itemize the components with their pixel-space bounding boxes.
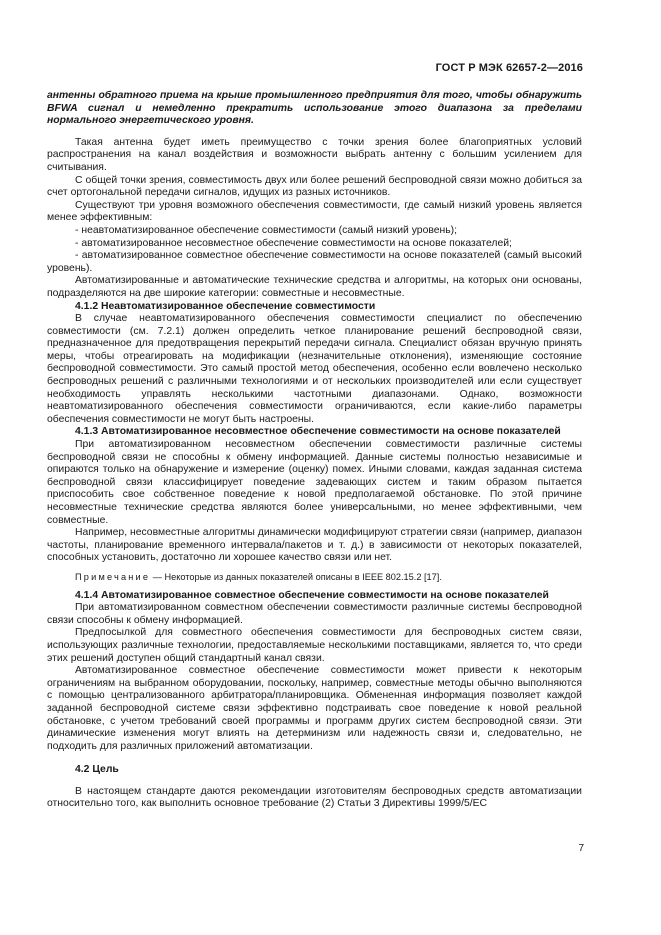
- paragraph: При автоматизированном несовместном обеспечении совместимости различные системы беспроводной связи не способны к обмену информацией. Данные системы полностью независимые и опираются только на обнаружение и измерение (оценку) помех. Иными словами, каждая заданная система беспроводной связи классифицирует поведение задевающих систем и таким образом пытается приспособить свое собственное поведение к новой предполагаемой обстановке. По этой причине несовместные технические средства являются более универсальными, но менее эффективными, чем совместные.: [47, 439, 582, 526]
- section-heading: 4.2 Цель: [75, 764, 119, 776]
- document-body: [47, 90, 582, 811]
- paragraph: Предпосылкой для совместного обеспечения совместимости для беспроводных систем связи, использующих различные технологии, предоставляемые несколькими поставщиками, является то, что среди этих решений доступен общий стандартный канал связи.: [47, 627, 582, 664]
- paragraph: При автоматизированном совместном обеспечении совместимости различные системы беспроводной связи способны к обмену информацией.: [47, 602, 582, 626]
- note-label: Примечание: [75, 571, 151, 582]
- page-number: 7: [578, 843, 584, 854]
- paragraph: Автоматизированные и автоматические технические средства и алгоритмы, на которых они основаны, подразделяются на две широкие категории: совместные и несовместные.: [47, 275, 582, 299]
- list-item: - автоматизированное совместное обеспечение совместимости на основе показателей (самый высокий уровень).: [47, 250, 582, 274]
- note: [47, 571, 582, 584]
- section-heading: 4.1.3 Автоматизированное несовместное обеспечение совместимости на основе показателей: [75, 426, 561, 438]
- document-header: ГОСТ Р МЭК 62657-2—2016: [435, 62, 583, 74]
- paragraph: В настоящем стандарте даются рекомендации изготовителям беспроводных средств автоматизации относительно того, как выполнить основное требование (2) Статьи 3 Директивы 1999/5/EC: [47, 785, 582, 810]
- paragraph: С общей точки зрения, совместимость двух или более решений беспроводной связи можно добиться за счет ортогональной передачи сигналов, идущих из разных источников.: [47, 174, 582, 199]
- paragraph: Автоматизированное совместное обеспечение совместимости может привести к некоторым ограничениям на выбранном оборудовании, поскольку, например, совместные методы обычно выполняются с помощью централизованного арбитратора/планировщика. Обмененная информация позволяет каждой заданной беспроводной системе связи эффективно подстраивать свое поведение к новой реальной обстановке, с учетом требований своей программы и программ других систем беспроводной связи. Эти динамические изменения могут влиять на детерминизм или надежность связи и, следовательно, не подходить для различных приложений автоматизации.: [47, 665, 582, 752]
- section-heading: 4.1.4 Автоматизированное совместное обеспечение совместимости на основе показателей: [75, 589, 549, 601]
- paragraph: В случае неавтоматизированного обеспечения совместимости специалист по обеспечению совместимости (см. 7.2.1) должен определить четкое планирование решений беспроводной связи, предназначенное для предотвращения перекрытий передачи сигнала. Специалист обязан вручную принять меры, чтобы отреагировать на модификации (незначительные отклонения), изменяющие состояние беспроводной совместимости. Это самый простой метод обеспечения, особенно если вовлечено несколько беспроводных решений с различными технологиями и от нескольких производителей или если существует необходимость управлять несколькими частотными диапазонами. Однако, возможности неавтоматизированного обеспечения совместимости ограничиваются, если какие-либо параметры обеспечения совместимости не могут быть настроены.: [47, 313, 582, 425]
- paragraph: антенны обратного приема на крыше промышленного предприятия для того, чтобы обнаружить BFWA сигнал и немедленно прекратить использование этого диапазона за пределами нормального энергетического уровня.: [47, 90, 582, 127]
- section-heading: 4.1.2 Неавтоматизированное обеспечение совместимости: [75, 300, 376, 312]
- paragraph: Например, несовместные алгоритмы динамически модифицируют стратегии связи (например, диапазон частоты, планирование временного интервала/пакетов и т. д.) в зависимости от некоторых показателей, способных установить, достаточно ли хорошее качество связи или нет.: [47, 527, 582, 564]
- paragraph: Такая антенна будет иметь преимущество с точки зрения более благоприятных условий распространения на канал воздействия и возможности выбрать антенну с большим усилением для считывания.: [47, 136, 582, 173]
- list-item: - автоматизированное несовместное обеспечение совместимости на основе показателей;: [75, 237, 512, 249]
- paragraph: Существуют три уровня возможного обеспечения совместимости, где самый низкий уровень является менее эффективным:: [47, 199, 582, 224]
- note-text: — Некоторые из данных показателей описаны в IEEE 802.15.2 [17].: [150, 571, 442, 582]
- list-item: - неавтоматизированное обеспечение совместимости (самый низкий уровень);: [75, 224, 458, 236]
